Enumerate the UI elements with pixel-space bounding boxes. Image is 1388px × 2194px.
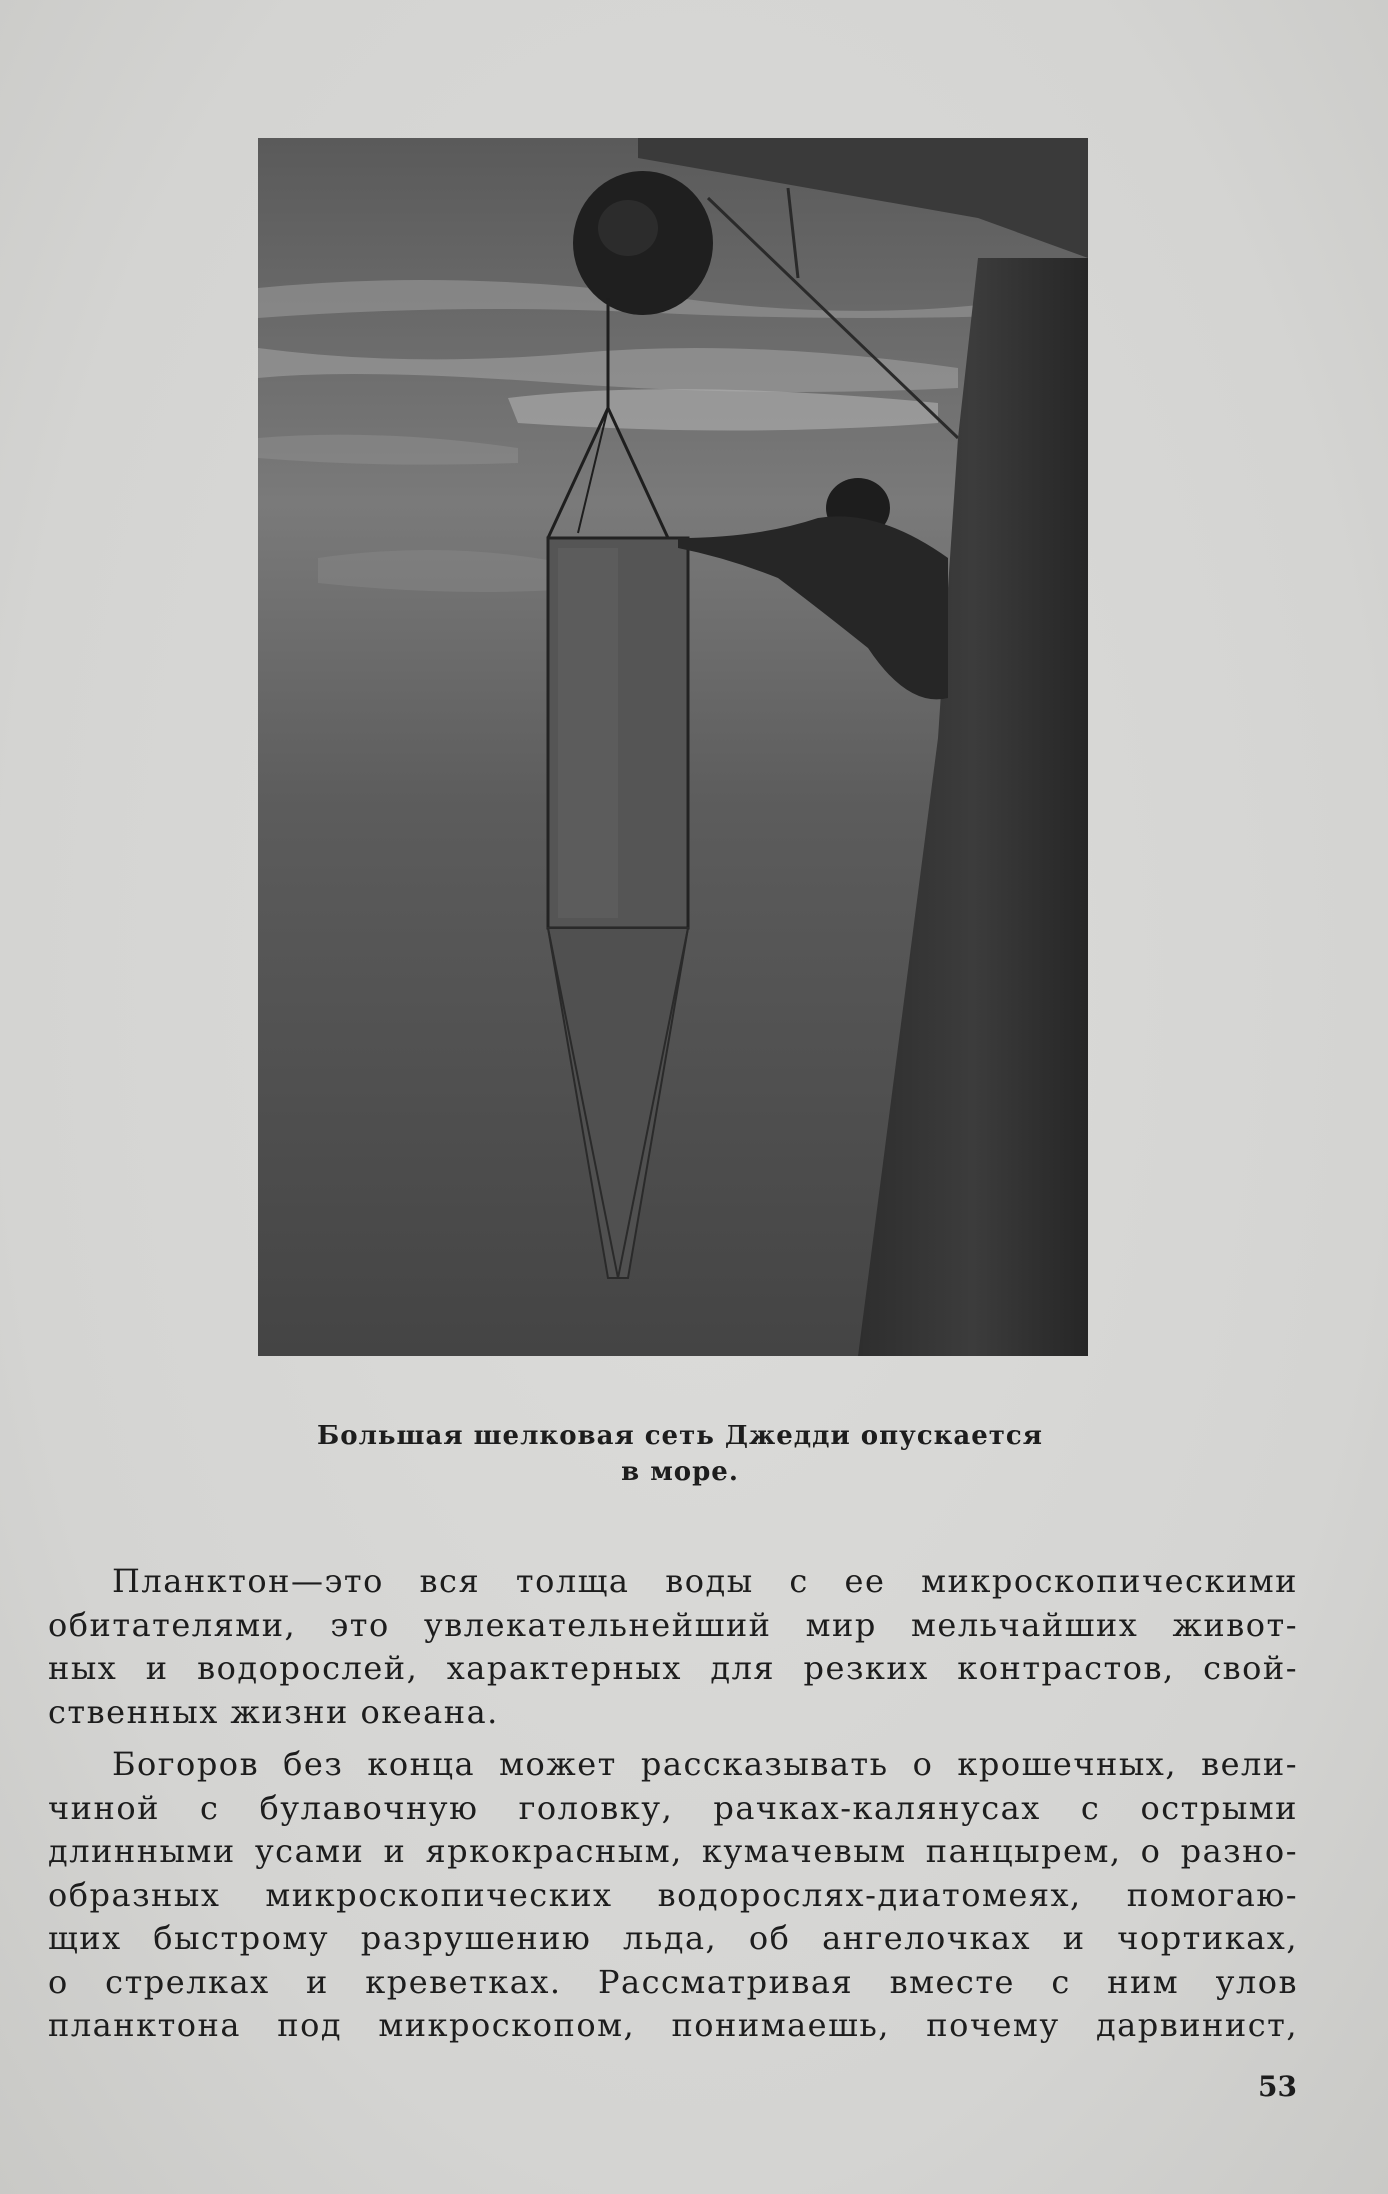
plankton-net-photo (258, 138, 1088, 1356)
paragraph-2 (48, 1743, 1298, 2048)
text-line: о стрелках и креветках. Рассматривая вместе с ним улов (48, 1962, 1298, 2001)
body-text (48, 1560, 1298, 2048)
text-line: ных и водорослей, характерных для резких контрастов, свой- (48, 1649, 1298, 1687)
text-line: длинными усами и яркокрасным, кумачевым панцырем, о разно- (48, 1832, 1298, 1870)
photo-illustration (258, 138, 1088, 1356)
paragraph-1 (48, 1560, 1298, 1734)
text-line: образных микроскопических водорослях-диатомеях, помогаю- (48, 1875, 1298, 1914)
figure-caption (260, 1418, 1100, 1490)
text-line: чиной с булавочную головку, рачках-калянусах с острыми (48, 1788, 1298, 1827)
text-line: Планктон—это вся толща воды с ее микроскопическими (112, 1562, 1298, 1600)
page-number: 53 (1258, 2070, 1297, 2103)
text-line: ственных жизни океана. (48, 1692, 499, 1731)
text-line: щих быстрому разрушению льда, об ангелочках и чортиках, (48, 1919, 1298, 1957)
text-line: обитателями, это увлекательнейший мир мельчайших живот- (48, 1605, 1298, 1644)
caption-line: в море. (621, 1457, 739, 1487)
text-line: Богоров без конца может рассказывать о крошечных, вели- (112, 1745, 1298, 1783)
caption-line: Большая шелковая сеть Джедди опускается (317, 1421, 1043, 1451)
text-line: планктона под микроскопом, понимаешь, почему дарвинист, (48, 2006, 1298, 2044)
